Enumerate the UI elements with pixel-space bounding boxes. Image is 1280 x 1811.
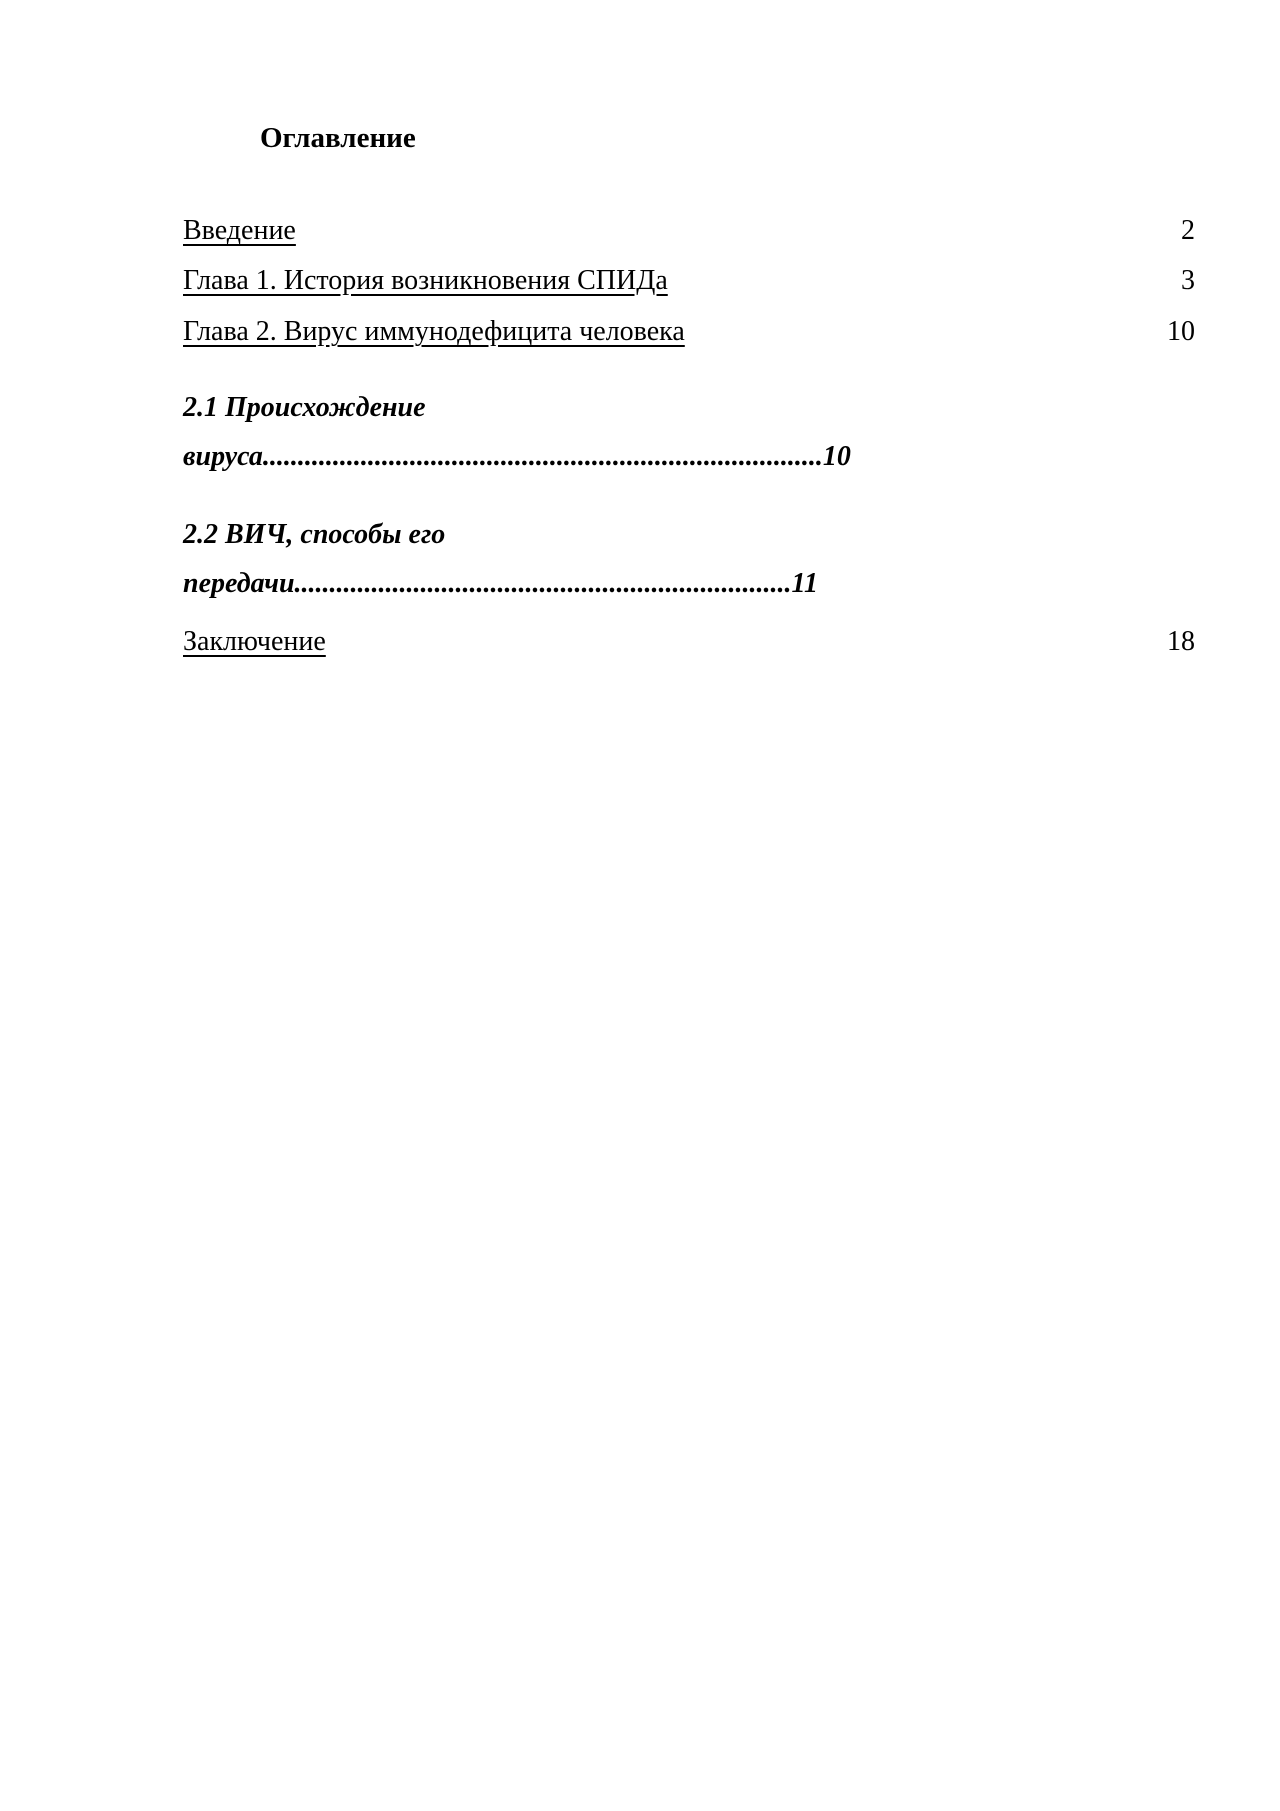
- toc-section-2-2-leader: передачи.......................................................................11: [183, 568, 818, 599]
- toc-link-chapter-2[interactable]: Глава 2. Вирус иммунодефицита человека: [183, 316, 685, 347]
- toc-entry-chapter-1: [183, 261, 1195, 301]
- toc-page-number: 18: [1167, 626, 1195, 657]
- toc-link-chapter-1[interactable]: Глава 1. История возникновения СПИДа: [183, 265, 668, 296]
- toc-section-2-1-title: 2.1 Происхождение: [183, 392, 426, 423]
- toc-link-introduction[interactable]: Введение: [183, 215, 296, 246]
- toc-entry-introduction: [183, 211, 1195, 251]
- toc-section-2-2-title: 2.2 ВИЧ, способы его: [183, 519, 446, 550]
- toc-link-conclusion[interactable]: Заключение: [183, 626, 326, 657]
- toc-title: Оглавление: [260, 122, 416, 154]
- toc-section-2-1-leader: вируса................................................................................10: [183, 441, 851, 472]
- toc-page-number: 10: [1167, 316, 1195, 347]
- toc-page-number: 3: [1181, 265, 1195, 296]
- toc-entry-chapter-2: [183, 312, 1195, 352]
- toc-page-number: 2: [1181, 215, 1195, 246]
- toc-entry-conclusion: [183, 622, 1195, 662]
